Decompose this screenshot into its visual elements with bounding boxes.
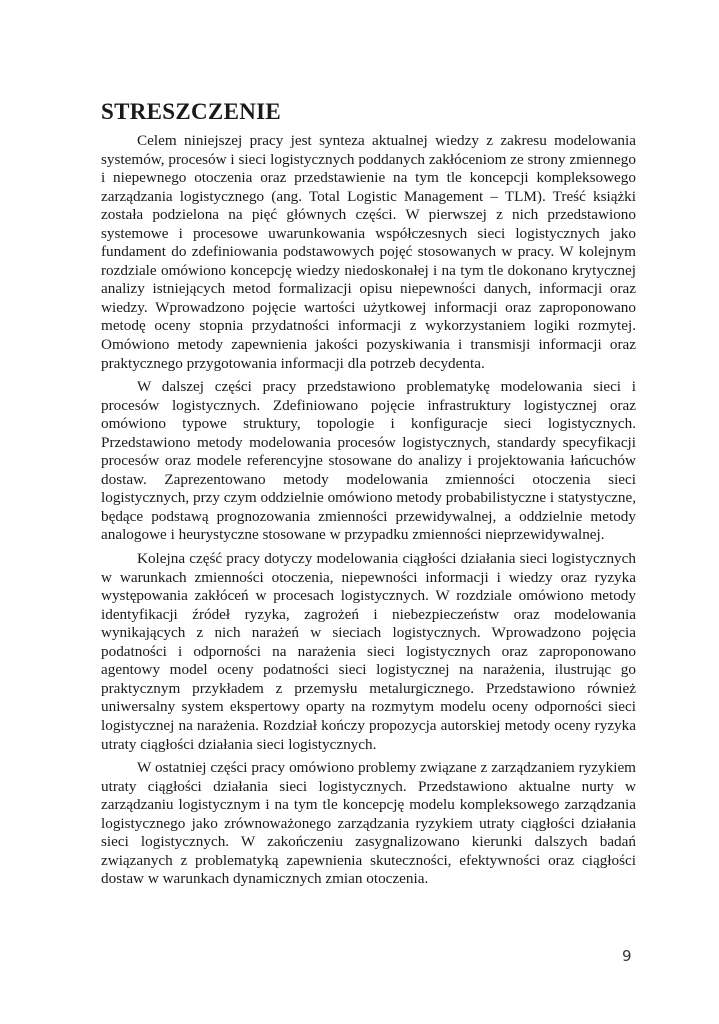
paragraph-3: Kolejna część pracy dotyczy modelowania ciągłości działania sieci logistycznych w warunkach zmienności otoczenia, niepewności informacji i wiedzy oraz ryzyka występowania zakłóceń w procesach logistycznych. W rozdziale omówiono metody identyfikacji źródeł ryzyka, zagrożeń i niebezpieczeństw oraz modelowania wynikających z nich narażeń w sieciach logistycznych. Wprowadzono pojęcia podatności i odporności na narażenia sieci logistycznych oraz zaproponowano agentowy model oceny podatności sieci logistycznej na narażenia, ilustrując go praktycznym przykładem z przemysłu metalurgicznego. Przedstawiono również uniwersalny system ekspertowy oparty na rozmytym modelu oceny odporności sieci logistycznej na narażenia. Rozdział kończy propozycja autorskiej metody oceny ryzyka utraty ciągłości działania sieci logistycznych. (101, 550, 636, 753)
paragraph-4: W ostatniej części pracy omówiono problemy związane z zarządzaniem ryzykiem utraty ciągłości działania sieci logistycznych. Przedstawiono aktualne nurty w zarządzaniu logistycznym i na tym tle koncepcję modelu kompleksowego zarządzania logistycznego jako zrównoważonego zarządzania ryzykiem utraty ciągłości działania sieci logistycznych. W zakończeniu zasygnalizowano kierunki dalszych badań związanych z problematyką zapewnienia skuteczności, efektywności oraz ciągłości dostaw w warunkach dynamicznych zmian otoczenia. (101, 759, 636, 888)
paragraph-2: W dalszej części pracy przedstawiono problematykę modelowania sieci i procesów logistycznych. Zdefiniowano pojęcie infrastruktury logistycznej oraz omówiono typowe struktury, topologie i konfiguracje sieci logistycznych. Przedstawiono metody modelowania procesów logistycznych, standardy specyfikacji procesów oraz modele referencyjne stosowane do analizy i projektowania łańcuchów dostaw. Zaprezentowano metody modelowania zmienności otoczenia sieci logistycznych, przy czym oddzielnie omówiono metody probabilistyczne i statystyczne, będące podstawą prognozowania zmienności przewidywalnej, a oddzielnie metody analogowe i heurystyczne stosowane w przypadku zmienności nieprzewidywalnej. (101, 378, 636, 544)
page-number: 9 (622, 947, 632, 965)
paragraph-1: Celem niniejszej pracy jest synteza aktualnej wiedzy z zakresu modelowania systemów, procesów i sieci logistycznych poddanych zakłóceniom ze strony zmiennego i niepewnego otoczenia oraz przedstawienie na tym tle koncepcji kompleksowego zarządzania logistycznego (ang. Total Logistic Management – TLM). Treść książki została podzielona na pięć głównych części. W pierwszej z nich przedstawiono systemowe i procesowe uwarunkowania współczesnych sieci logistycznych jako fundament do zdefiniowania podstawowych pojęć stosowanych w pracy. W kolejnym rozdziale omówiono koncepcję wiedzy niedoskonałej i na tym tle dokonano krytycznej analizy istniejących metod formalizacji opisu niepewności danych, informacji oraz wiedzy. Wprowadzono pojęcie wartości użytkowej informacji oraz zaproponowano metodę oceny stopnia przydatności informacji z wykorzystaniem logiki rozmytej. Omówiono metody zapewnienia jakości pozyskiwania i transmisji informacji oraz praktycznego przygotowania informacji dla potrzeb decydenta. (101, 132, 636, 372)
page-content (101, 98, 636, 894)
section-heading: STRESZCZENIE (101, 99, 282, 124)
